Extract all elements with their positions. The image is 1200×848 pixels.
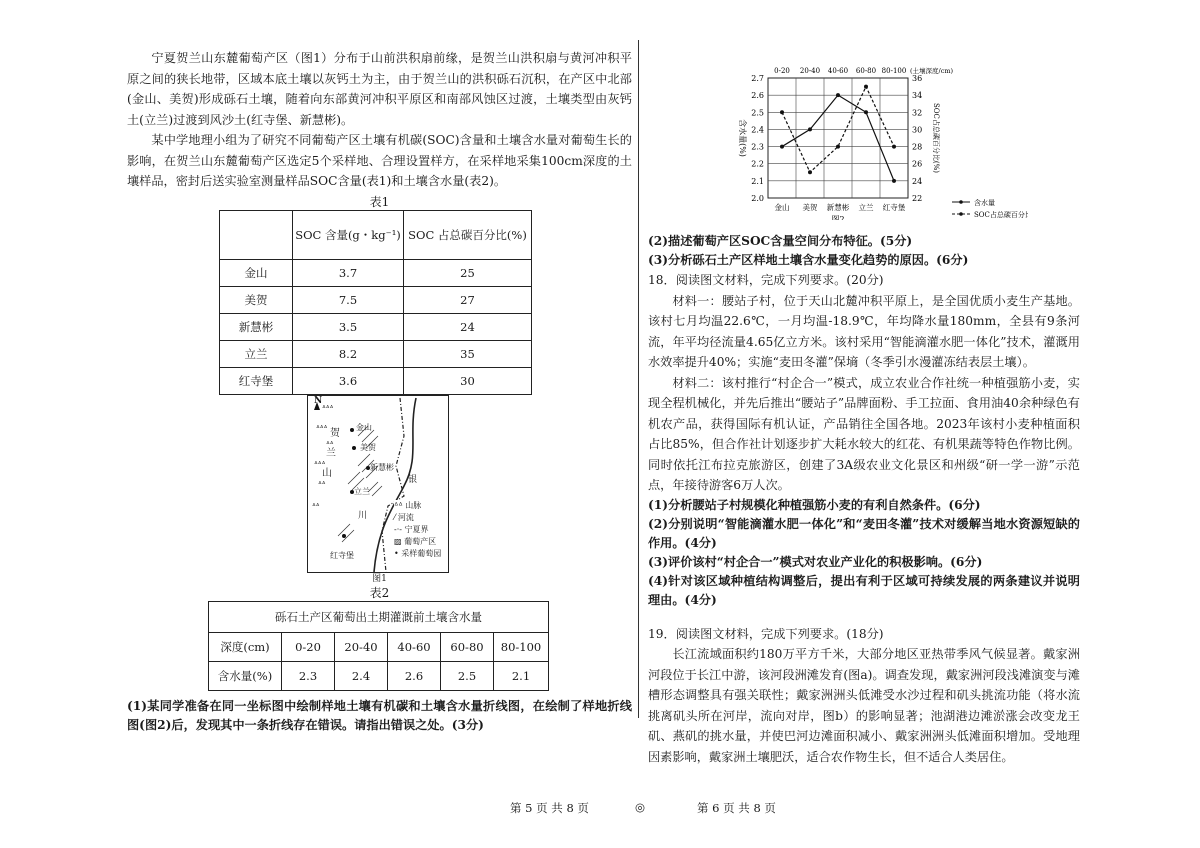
table1-cell: 24 — [404, 313, 532, 340]
y-tick-label-right: 22 — [912, 194, 923, 203]
top-tick-label: 60-80 — [855, 67, 877, 75]
figure2-caption: 图2 — [831, 215, 845, 220]
y-tick-label-left: 2.6 — [751, 91, 764, 101]
map-label: 银 — [408, 474, 418, 485]
intro-paragraph: 宁夏贺兰山东麓葡萄产区（图1）分布于山前洪积扇前缘，是贺兰山洪积扇与黄河冲积平原之间的狭长地带，区域本底土壤以灰钙土为主，由于贺兰山的洪积砾石沉积，在产区中北部(金山、美贺)形成砾石土壤，随着向东部黄河冲积平原区和南部风蚀区过渡，土壤类型由灰钙土(立兰)过渡到风沙土(红寺堡、新慧彬)。 — [127, 51, 632, 127]
table2-cell: 0-20 — [282, 632, 335, 661]
question-19-intro: 19．阅读图文材料，完成下列要求。(18分) — [648, 626, 884, 641]
legend-label: SOC占总碳百分比 — [974, 211, 1028, 219]
svg-text:ᐞᐞ: ᐞᐞ — [312, 501, 320, 510]
svg-text:ᐞᐞᐞ: ᐞᐞᐞ — [314, 459, 326, 468]
study-paragraph: 某中学地理小组为了研究不同葡萄产区土壤有机碳(SOC)含量和土壤含水量对葡萄生长的影响，在贺兰山东麓葡萄产区选定5个采样地、合理设置样方，在采样地采集100cm深度的土壤样品，密封后送实验室测量样品SOC含量(表1)和土壤含水量(表2)。 — [127, 133, 632, 188]
data-point — [836, 145, 840, 149]
map-label: 新慧彬 — [370, 462, 394, 472]
data-point — [864, 85, 868, 89]
table1-cell: 7.5 — [293, 286, 404, 313]
table2 — [208, 601, 549, 691]
legend-item: -·- 宁夏界 — [394, 524, 429, 534]
x-tick-label: 立兰 — [858, 203, 874, 212]
question-19-text: 长江流域面积约180万平方千米，大部分地区亚热带季风气候显著。戴家洲河段位于长江中游，该河段洲滩发育(图a)。调查发现，戴家洲河段浅滩演变与滩槽形态调整具有强关联性；戴家洲洲头低滩受水沙过程和矶头挑流功能（将水流挑离矶头所在河岸，流向对岸，图b）的影响显著；池湖港边滩淤涨会改变龙王矶、燕矶的挑水量，并使巴河边滩面积减小、戴家洲洲头低滩面积增加。受地理因素影响，戴家洲土壤肥沃，适合农作物生长，但不适合人类居住。 — [648, 647, 1080, 764]
legend-label: 宁夏界 — [404, 524, 429, 534]
question-18-4: (4)针对该区域种植结构调整后，提出有利于区域可持续发展的两条建议并说明理由。(4分) — [648, 573, 1080, 607]
y-tick-label-right: 34 — [912, 91, 923, 101]
data-point — [780, 110, 784, 114]
y-tick-label-right: 28 — [912, 142, 923, 152]
question-18-1: (1)分析腰站子村规模化种植强筋小麦的有利自然条件。(6分) — [648, 497, 981, 512]
data-point — [864, 110, 868, 114]
column-divider — [638, 40, 639, 718]
y-tick-label-left: 2.3 — [751, 142, 764, 152]
material-2: 材料二：该村推行“村企合一”模式，成立农业合作社统一种植强筋小麦，实现全程机械化，并先后推出“腰站子”品牌面粉、手工拉面、食用油40余种绿色有机农产品，获得国际有机认证，产品销往全国各地。2023年该村小麦种植面积占比85%，但合作社计划逐步扩大耗水较大的红花、有机果蔬等特色作物比例。同时依托江布拉克旅游区，创建了3A级农业文化景区和州级“研一学一游”示范点，年接待游客6万人次。 — [648, 375, 1080, 492]
page-number-right: 第 6 页 共 8 页 — [697, 801, 776, 815]
map-legend — [394, 500, 441, 560]
legend-label: 含水量 — [974, 199, 995, 207]
series-line-1 — [782, 95, 894, 181]
table1-cell: 3.7 — [293, 259, 404, 286]
table1-cell: 30 — [404, 367, 532, 394]
table1 — [219, 210, 532, 395]
data-point — [808, 127, 812, 131]
table2-cell: 深度(cm) — [209, 632, 282, 661]
top-tick-label: 40-60 — [827, 67, 849, 75]
data-point — [808, 170, 812, 174]
question-3: (3)分析砾石土产区样地土壤含水量变化趋势的原因。(6分) — [648, 253, 969, 267]
data-point — [780, 145, 784, 149]
y-tick-label-left: 2.7 — [751, 74, 764, 83]
map-label: 金山 — [356, 422, 372, 432]
table2-caption: 表2 — [369, 585, 390, 600]
y-tick-label-right: 32 — [912, 108, 923, 118]
table2-cell: 2.4 — [335, 661, 388, 690]
y-tick-label-right: 30 — [912, 125, 923, 135]
table1-cell: 35 — [404, 340, 532, 367]
map-label: 川 — [358, 510, 368, 521]
right-column — [648, 60, 1080, 767]
top-tick-label: 0-20 — [774, 67, 790, 75]
data-point — [892, 145, 896, 149]
y-tick-label-right: 26 — [912, 159, 923, 169]
table1-cell: 25 — [404, 259, 532, 286]
map-label: 美贺 — [360, 442, 376, 452]
table2-cell: 80-100 — [494, 632, 549, 661]
page-number-left: 第 5 页 共 8 页 — [510, 801, 589, 815]
data-point — [836, 93, 840, 97]
table1-cell: 27 — [404, 286, 532, 313]
top-tick-label: 80-100 — [881, 67, 907, 75]
legend-label: 采样葡萄园 — [401, 548, 442, 558]
figure1-caption: 图1 — [372, 573, 387, 584]
table1-cell: 美贺 — [220, 286, 293, 313]
table-row — [220, 286, 532, 313]
north-arrow-label: N — [314, 395, 323, 406]
legend-item: ⁄ 河流 — [394, 512, 414, 522]
table2-cell: 2.6 — [388, 661, 441, 690]
table2-cell: 2.3 — [282, 661, 335, 690]
svg-text:ᐞᐞᐞ: ᐞᐞᐞ — [322, 403, 334, 412]
x-tick-label: 新慧彬 — [826, 203, 850, 212]
legend-item: ᐞᐞ 山脉 — [394, 500, 422, 510]
question-2: (2)描述葡萄产区SOC含量空间分布特征。(5分) — [648, 234, 913, 248]
table1-cell: 新慧彬 — [220, 313, 293, 340]
table1-cell: 金山 — [220, 259, 293, 286]
figure1-map — [307, 395, 449, 573]
legend-label: 河流 — [397, 512, 414, 522]
question-18-3: (3)评价该村“村企合一”模式对农业产业化的积极影响。(6分) — [648, 554, 983, 569]
top-axis-label: (土壤深度/cm) — [910, 67, 954, 75]
legend-label: 山脉 — [405, 500, 422, 510]
y-tick-label-left: 2.5 — [751, 108, 764, 118]
map-label: 兰 — [326, 447, 336, 459]
question-1: (1)某同学准备在同一坐标图中绘制样地土壤有机碳和土壤含水量折线图，在绘制了样地折线图(图2)后，发现其中一条折线存在错误。请指出错误之处。(3分) — [127, 698, 632, 732]
legend-marker — [959, 200, 963, 204]
table1-header-cell: SOC 含量(g・kg⁻¹) — [293, 210, 404, 259]
table-row — [209, 661, 549, 690]
table-row — [220, 340, 532, 367]
svg-text:ᐞᐞᐞ: ᐞᐞᐞ — [316, 423, 328, 432]
table2-cell: 40-60 — [388, 632, 441, 661]
map-label: 红寺堡 — [330, 550, 354, 560]
map-label: 山 — [322, 467, 332, 479]
y-tick-label-left: 2.4 — [751, 125, 764, 135]
table2-cell: 60-80 — [441, 632, 494, 661]
table2-title: 砾石土产区葡萄出土期灌溉前土壤含水量 — [209, 601, 549, 632]
table2-cell: 2.1 — [494, 661, 549, 690]
map-label: 立兰 — [354, 486, 370, 496]
table1-header-cell: SOC 占总碳百分比(%) — [404, 210, 532, 259]
y-tick-label-left: 2.0 — [751, 194, 764, 203]
table-row — [209, 632, 549, 661]
table-row — [220, 367, 532, 394]
data-point — [892, 179, 896, 183]
table1-cell: 3.6 — [293, 367, 404, 394]
chart-svg — [708, 60, 1028, 220]
y-tick-label-right: 36 — [912, 74, 923, 83]
legend-item: ▨ 葡萄产区 — [394, 536, 437, 546]
table-row — [220, 313, 532, 340]
material-1: 材料一：腰站子村，位于天山北麓冲积平原上，是全国优质小麦生产基地。该村七月均温22.6℃，一月均温-18.9℃，年均降水量180mm，全县有9条河流，年平均径流量4.65亿立方米。该村采用“智能滴灌水肥一体化”技术，灌溉用水效率提升40%；实施“麦田冬灌”保墒（冬季引水漫灌冻结表层土壤）。 — [648, 293, 1080, 369]
question-18-2: (2)分别说明“智能滴灌水肥一体化”和“麦田冬灌”技术对缓解当地水资源短缺的作用。(4分) — [648, 516, 1080, 550]
table1-header-cell — [220, 210, 293, 259]
top-tick-label: 20-40 — [799, 67, 821, 75]
figure2-chart — [708, 60, 1080, 220]
table1-cell: 立兰 — [220, 340, 293, 367]
y-axis-label-right: SOC占总碳百分比(%) — [932, 102, 940, 174]
x-tick-label: 红寺堡 — [882, 203, 906, 212]
table2-cell: 含水量(%) — [209, 661, 282, 690]
y-axis-label-left: 含水量(%) — [738, 119, 747, 157]
table-row — [220, 259, 532, 286]
svg-text:ᐞᐞ: ᐞᐞ — [318, 479, 326, 488]
question-18-intro: 18．阅读图文材料，完成下列要求。(20分) — [648, 273, 884, 287]
svg-text:ᐞᐞ: ᐞᐞ — [326, 439, 334, 448]
map-label: 贺 — [330, 427, 340, 439]
table2-cell: 2.5 — [441, 661, 494, 690]
y-tick-label-left: 2.1 — [751, 176, 764, 186]
table1-cell: 3.5 — [293, 313, 404, 340]
legend-marker — [959, 212, 963, 216]
x-tick-label: 金山 — [774, 203, 790, 212]
legend-label: 葡萄产区 — [404, 536, 437, 546]
table1-caption: 表1 — [369, 194, 390, 209]
table1-cell: 8.2 — [293, 340, 404, 367]
y-tick-label-right: 24 — [912, 176, 923, 186]
footer-mark: ◎ — [635, 800, 646, 814]
legend-item: • 采样葡萄园 — [394, 548, 442, 558]
table1-cell: 红寺堡 — [220, 367, 293, 394]
left-column — [127, 48, 632, 735]
x-tick-label: 美贺 — [802, 203, 818, 212]
y-tick-label-left: 2.2 — [751, 159, 764, 169]
table2-cell: 20-40 — [335, 632, 388, 661]
